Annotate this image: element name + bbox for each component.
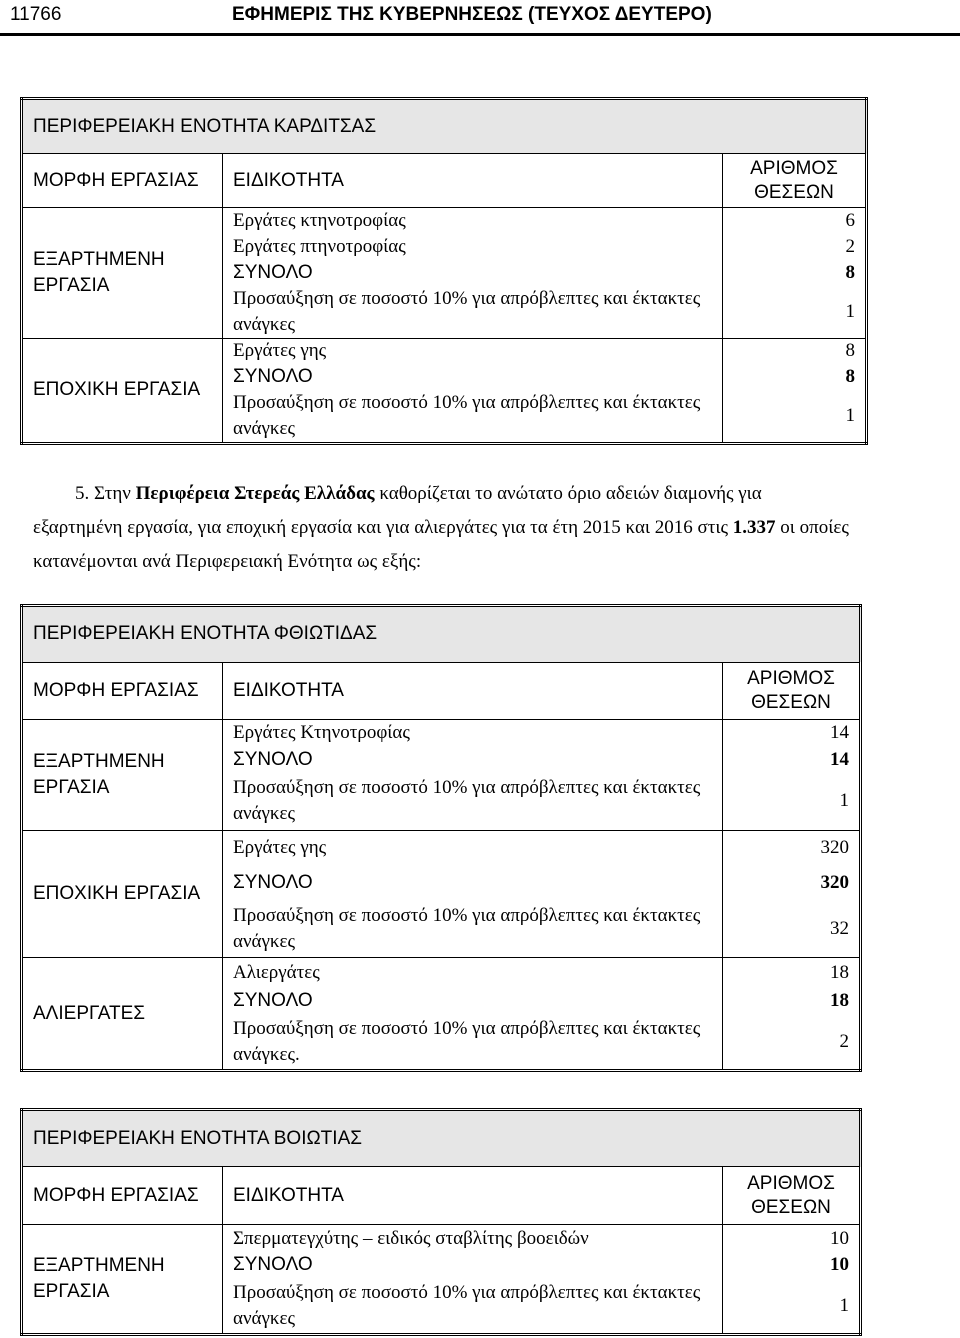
work-type-dependent: ΕΞΑΡΤΗΜΕΝΗ ΕΡΓΑΣΙΑ [22,208,223,339]
specialty-cell: Εργάτες Κτηνοτροφίας [223,720,723,747]
col-type-header: ΜΟΡΦΗ ΕΡΓΑΣΙΑΣ [22,1167,223,1225]
header-rule [0,33,960,36]
col-specialty-header: ΕΙΔΙΚΟΤΗΤΑ [223,662,723,720]
total-value: 18 [723,987,861,1016]
total-value: 14 [723,746,861,773]
work-type-seasonal: ΕΠΟΧΙΚΗ ΕΡΓΑΣΙΑ [22,831,223,958]
specialty-cell: Σπερματεγχύτης – ειδικός σταβλίτης βοοειδών [223,1225,723,1252]
increase-label: Προσαύξηση σε ποσοστό 10% για απρόβλεπτες και έκτακτες ανάγκες. [223,1015,723,1070]
increase-value: 1 [723,286,867,339]
total-label: ΣΥΝΟΛΟ [223,1252,723,1279]
total-label: ΣΥΝΟΛΟ [223,865,723,900]
total-label: ΣΥΝΟΛΟ [223,987,723,1016]
count-cell: 14 [723,720,861,747]
count-cell: 8 [723,338,867,364]
specialty-cell: Αλιεργάτες [223,958,723,987]
page-header [0,0,960,34]
increase-value: 1 [723,1279,861,1335]
increase-label: Προσαύξηση σε ποσοστό 10% για απρόβλεπτες και έκτακτες ανάγκες [223,390,723,444]
count-cell: 320 [723,831,861,866]
specialty-cell: Εργάτες κτηνοτροφίας [223,208,723,234]
increase-label: Προσαύξηση σε ποσοστό 10% για απρόβλεπτες και έκτακτες ανάγκες [223,900,723,958]
total-value: 10 [723,1252,861,1279]
paragraph-5 [33,477,853,579]
karditsa-table [20,97,868,445]
total-label: ΣΥΝΟΛΟ [223,746,723,773]
paragraph-text-end: οι οποίες κατανέμονται ανά Περιφερειακή Ενότητα ως εξής: [33,517,849,572]
total-label: ΣΥΝΟΛΟ [223,260,723,286]
total-label: ΣΥΝΟΛΟ [223,364,723,390]
increase-label: Προσαύξηση σε ποσοστό 10% για απρόβλεπτες και έκτακτες ανάγκες [223,773,723,831]
work-type-dependent: ΕΞΑΡΤΗΜΕΝΗ ΕΡΓΑΣΙΑ [22,720,223,831]
paragraph-total: 1.337 [732,517,776,538]
count-cell: 6 [723,208,867,234]
col-count-header: ΑΡΙΘΜΟΣ ΘΕΣΕΩΝ [723,1167,861,1225]
total-value: 8 [723,364,867,390]
increase-value: 2 [723,1015,861,1070]
voiotia-table [20,1108,862,1336]
paragraph-text: καθορίζεται το ανώτατο όριο αδειών διαμονής για εξαρτημένη εργασία, για εποχική εργασία και για αλιεργάτες για τα έτη 2015 και 2016 στις [33,483,762,538]
col-type-header: ΜΟΡΦΗ ΕΡΓΑΣΙΑΣ [22,154,223,208]
region-name: Περιφέρεια Στερεάς Ελλάδας [135,483,375,504]
specialty-cell: Εργάτες πτηνοτροφίας [223,234,723,260]
col-count-header: ΑΡΙΘΜΟΣ ΘΕΣΕΩΝ [723,154,867,208]
total-value: 320 [723,865,861,900]
page-number: 11766 [10,4,62,25]
increase-value: 1 [723,390,867,444]
count-cell: 18 [723,958,861,987]
col-specialty-header: ΕΙΔΙΚΟΤΗΤΑ [223,154,723,208]
work-type-seasonal: ΕΠΟΧΙΚΗ ΕΡΓΑΣΙΑ [22,338,223,444]
fthiotida-table [20,604,862,1072]
table-title: ΠΕΡΙΦΕΡΕΙΑΚΗ ΕΝΟΤΗΤΑ ΚΑΡΔΙΤΣΑΣ [22,99,867,154]
count-cell: 2 [723,234,867,260]
increase-label: Προσαύξηση σε ποσοστό 10% για απρόβλεπτες και έκτακτες ανάγκες [223,1279,723,1335]
count-cell: 10 [723,1225,861,1252]
gazette-title: ΕΦΗΜΕΡΙΣ ΤΗΣ ΚΥΒΕΡΝΗΣΕΩΣ (ΤΕΥΧΟΣ ΔΕΥΤΕΡΟ) [232,4,712,25]
work-type-fishermen: ΑΛΙΕΡΓΑΤΕΣ [22,958,223,1071]
increase-label: Προσαύξηση σε ποσοστό 10% για απρόβλεπτες και έκτακτες ανάγκες [223,286,723,339]
work-type-dependent: ΕΞΑΡΤΗΜΕΝΗ ΕΡΓΑΣΙΑ [22,1225,223,1335]
col-type-header: ΜΟΡΦΗ ΕΡΓΑΣΙΑΣ [22,662,223,720]
paragraph-num: 5. Στην [75,483,136,504]
increase-value: 32 [723,900,861,958]
table-title: ΠΕΡΙΦΕΡΕΙΑΚΗ ΕΝΟΤΗΤΑ ΦΘΙΩΤΙΔΑΣ [22,606,861,663]
total-value: 8 [723,260,867,286]
increase-value: 1 [723,773,861,831]
col-specialty-header: ΕΙΔΙΚΟΤΗΤΑ [223,1167,723,1225]
table-title: ΠΕΡΙΦΕΡΕΙΑΚΗ ΕΝΟΤΗΤΑ ΒΟΙΩΤΙΑΣ [22,1110,861,1167]
specialty-cell: Εργάτες γης [223,338,723,364]
col-count-header: ΑΡΙΘΜΟΣ ΘΕΣΕΩΝ [723,662,861,720]
specialty-cell: Εργάτες γης [223,831,723,866]
